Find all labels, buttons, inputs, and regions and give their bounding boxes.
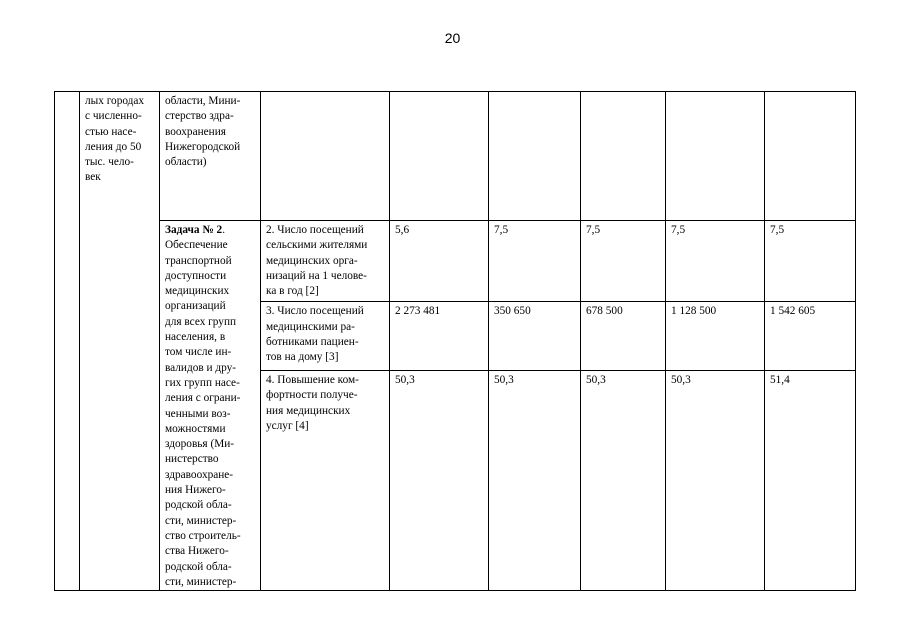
indicator-value: 50,3 [581,370,666,590]
indicator-value: 51,4 [765,370,856,590]
indicator-value: 7,5 [666,221,765,302]
empty-cell [581,92,666,221]
indicator-name: 2. Число посещений сельскими жителями медицинских орга- низаций на 1 челове- ка в год [2] [261,221,390,302]
indicator-value: 2 273 481 [390,302,489,371]
task-title: Задача № 2 [165,224,223,236]
indicator-value: 350 650 [489,302,581,371]
indicator-name: 4. Повышение ком- фортности получе- ния медицинских услуг [4] [261,370,390,590]
indicator-value: 7,5 [581,221,666,302]
empty-cell [666,92,765,221]
responsible-cell: области, Мини- стерство здра- воохранения Нижегородской области) [160,92,261,221]
table-row [55,92,856,221]
empty-cell [765,92,856,221]
indicator-value: 50,3 [489,370,581,590]
indicator-table [54,91,856,591]
indicator-value: 5,6 [390,221,489,302]
indicator-value: 50,3 [390,370,489,590]
task-cell [160,221,261,591]
indicator-value: 7,5 [765,221,856,302]
task-title-tail: . [222,224,226,236]
empty-cell [489,92,581,221]
empty-cell [390,92,489,221]
indicator-value: 678 500 [581,302,666,371]
indicator-value: 7,5 [489,221,581,302]
indicator-name: 3. Число посещений медицинскими ра- ботниками пациен- тов на дому [3] [261,302,390,371]
empty-cell [55,92,80,591]
empty-cell [261,92,390,221]
indicator-value: 1 542 605 [765,302,856,371]
task-text: Обеспечение транспортной доступности медицинских организаций для всех групп населения, в том числе ин- валидов и дру- гих групп насе- ления с ограни- ченными воз- можностями здоровья (Ми- нистерство здравоохране- ния Нижего- родской обла- сти, министер- ство строитель- ства Нижего- родской обла- сти, министер- [165,239,241,588]
territory-cell: лых городах с численно- стью насе- ления до 50 тыс. чело- век [80,92,160,591]
indicator-value: 50,3 [666,370,765,590]
indicator-value: 1 128 500 [666,302,765,371]
table-row [55,221,856,302]
page-number: 20 [444,30,461,46]
